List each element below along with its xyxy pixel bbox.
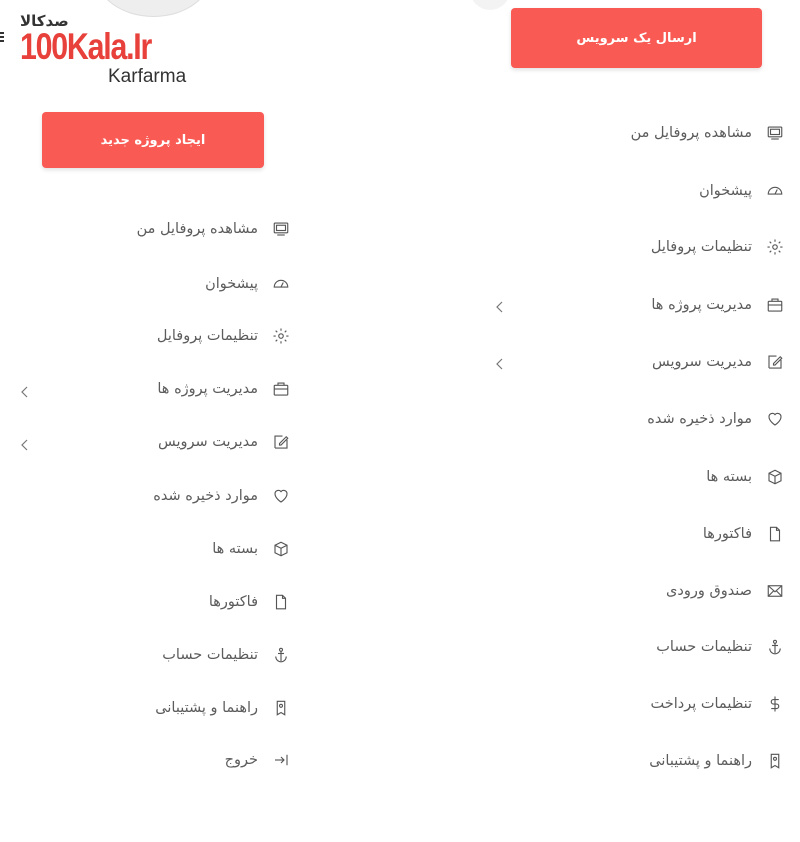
file-icon xyxy=(766,525,784,543)
chevron-left-icon[interactable] xyxy=(20,436,30,448)
sidebar-item-label: خروج xyxy=(224,752,258,768)
menu-toggle-icon[interactable] xyxy=(0,32,6,44)
site-logo[interactable] xyxy=(20,12,170,67)
sidebar-item-support[interactable] xyxy=(155,699,290,717)
edit-icon xyxy=(766,353,784,371)
sidebar-item-services[interactable] xyxy=(158,433,290,451)
sidebar-item-services[interactable] xyxy=(652,353,784,371)
anchor-icon xyxy=(272,646,290,664)
support-icon xyxy=(766,752,784,770)
role-label: Karfarma xyxy=(108,66,187,87)
sidebar-item-label: تنظیمات پرداخت xyxy=(650,696,752,712)
sidebar-item-inbox[interactable] xyxy=(666,582,784,600)
sidebar-item-profile-settings[interactable] xyxy=(157,327,290,345)
sidebar-item-label: بسته ها xyxy=(706,469,752,485)
create-project-label: ایجاد پروژه جدید xyxy=(100,132,206,148)
sidebar-item-account-settings[interactable] xyxy=(656,638,784,656)
sidebar-item-profile[interactable] xyxy=(631,124,784,142)
package-icon xyxy=(272,540,290,558)
sidebar-item-label: پیشخوان xyxy=(699,183,752,199)
sidebar-item-label: مشاهده پروفایل من xyxy=(630,125,752,141)
sidebar-item-label: مدیریت پروژه ها xyxy=(157,381,258,397)
sidebar-item-packages[interactable] xyxy=(212,540,290,558)
sidebar-item-profile[interactable] xyxy=(137,220,290,238)
logo-text-fa: صدکالا xyxy=(20,12,69,30)
sidebar-item-account-settings[interactable] xyxy=(162,646,290,664)
sidebar-item-payment-settings[interactable] xyxy=(651,695,784,713)
avatar-decoration xyxy=(470,0,510,10)
heart-icon xyxy=(766,410,784,428)
sidebar-item-label: بسته ها xyxy=(212,541,258,557)
mail-icon xyxy=(766,582,784,600)
gear-icon xyxy=(766,238,784,256)
sidebar-item-packages[interactable] xyxy=(706,468,784,486)
sidebar-item-label: فاکتورها xyxy=(702,526,752,542)
sidebar-item-profile-settings[interactable] xyxy=(651,238,784,256)
sidebar-item-label: موارد ذخیره شده xyxy=(153,488,258,504)
sidebar-item-saved[interactable] xyxy=(153,487,290,505)
gear-icon xyxy=(272,327,290,345)
sidebar-item-label: مدیریت پروژه ها xyxy=(651,297,752,313)
chevron-left-icon[interactable] xyxy=(495,355,505,367)
support-icon xyxy=(272,699,290,717)
sidebar-item-label: موارد ذخیره شده xyxy=(647,411,752,427)
sidebar-item-label: تنظیمات پروفایل xyxy=(650,239,752,255)
logo-text-en: 100Kala.Ir xyxy=(20,26,152,67)
sidebar-item-label: مدیریت سرویس xyxy=(158,434,258,450)
sidebar-item-dashboard[interactable] xyxy=(205,275,290,293)
sidebar-item-label: تنظیمات حساب xyxy=(656,639,752,655)
post-service-label: ارسال یک سرویس xyxy=(576,30,697,46)
post-service-button[interactable] xyxy=(511,8,762,68)
dollar-icon xyxy=(766,695,784,713)
sidebar-item-projects[interactable] xyxy=(157,380,290,398)
sidebar-item-saved[interactable] xyxy=(647,410,784,428)
create-project-button[interactable] xyxy=(42,112,264,168)
sidebar-item-label: پیشخوان xyxy=(205,276,258,292)
anchor-icon xyxy=(766,638,784,656)
sidebar-item-label: تنظیمات پروفایل xyxy=(156,328,258,344)
sidebar-item-support[interactable] xyxy=(649,752,784,770)
dashboard-icon xyxy=(766,182,784,200)
logout-icon xyxy=(272,751,290,769)
chevron-left-icon[interactable] xyxy=(20,383,30,395)
sidebar-item-logout[interactable] xyxy=(225,751,290,769)
sidebar-item-dashboard[interactable] xyxy=(699,182,784,200)
chevron-left-icon[interactable] xyxy=(495,298,505,310)
sidebar-item-invoices[interactable] xyxy=(209,593,290,611)
briefcase-icon xyxy=(766,296,784,314)
edit-icon xyxy=(272,433,290,451)
sidebar-item-projects[interactable] xyxy=(651,296,784,314)
sidebar-item-label: مشاهده پروفایل من xyxy=(136,221,258,237)
file-icon xyxy=(272,593,290,611)
sidebar-item-label: فاکتورها xyxy=(208,594,258,610)
dashboard-icon xyxy=(272,275,290,293)
heart-icon xyxy=(272,487,290,505)
sidebar-item-label: مدیریت سرویس xyxy=(652,354,752,370)
sidebar-item-label: صندوق ورودی xyxy=(666,583,752,599)
sidebar-item-label: راهنما و پشتیبانی xyxy=(649,753,752,769)
briefcase-icon xyxy=(272,380,290,398)
sidebar-item-label: راهنما و پشتیبانی xyxy=(155,700,258,716)
monitor-icon xyxy=(272,220,290,238)
package-icon xyxy=(766,468,784,486)
monitor-icon xyxy=(766,124,784,142)
sidebar-item-invoices[interactable] xyxy=(703,525,784,543)
sidebar-item-label: تنظیمات حساب xyxy=(162,647,258,663)
